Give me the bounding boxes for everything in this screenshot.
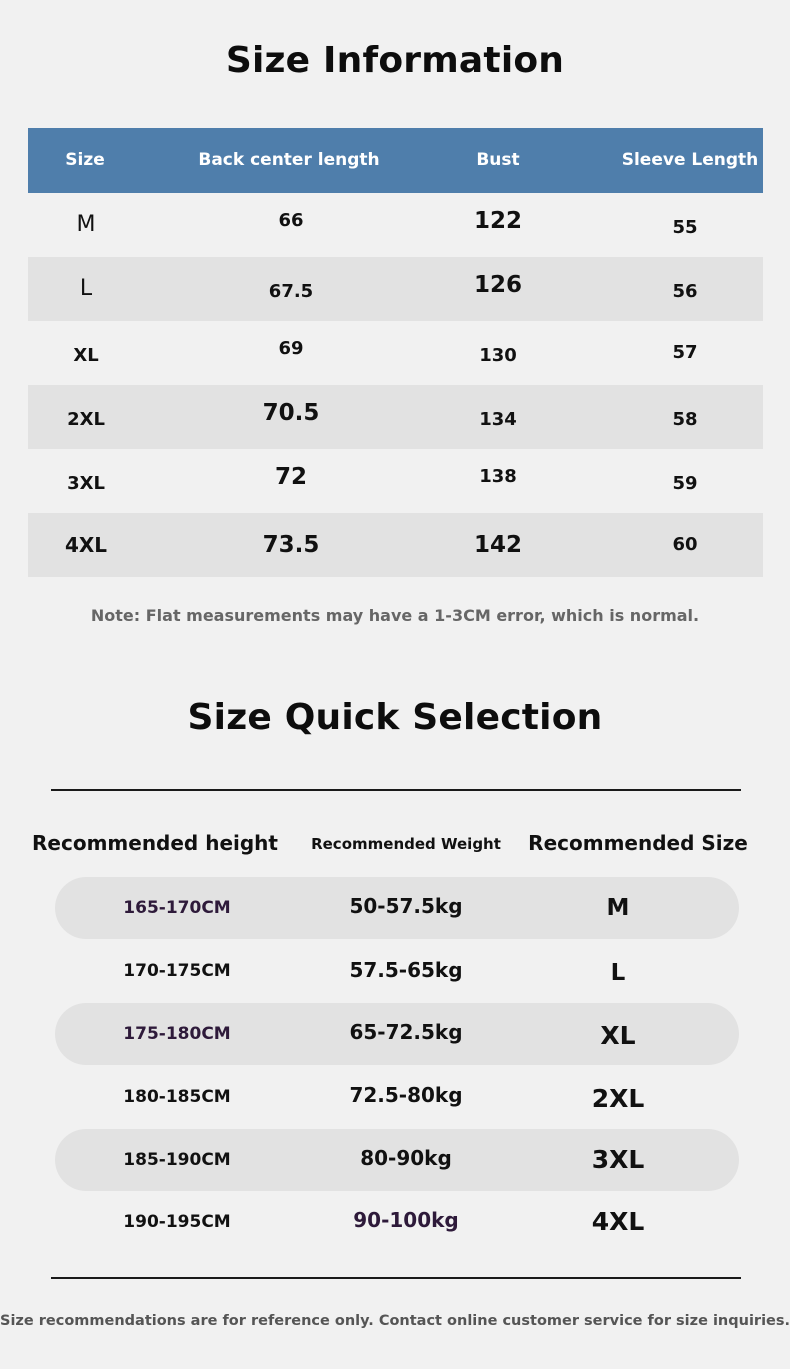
table-row: [28, 321, 763, 385]
list-item: [55, 877, 739, 939]
list-item: [55, 1191, 739, 1253]
recommended-size: L: [610, 960, 626, 986]
table-header: [28, 128, 763, 193]
table-row: [28, 193, 763, 257]
size-quick-selection-title: Size Quick Selection: [187, 697, 603, 738]
recommended-weight: 90-100kg: [353, 1208, 459, 1232]
bottom-divider: [51, 1277, 741, 1279]
recommended-height: 180-185CM: [123, 1087, 231, 1107]
recommended-height: 185-190CM: [123, 1150, 231, 1170]
cell-bust: 122: [473, 208, 523, 234]
size-information-title: Size Information: [225, 40, 565, 81]
cell-bust: 138: [479, 466, 517, 487]
list-item: [55, 1003, 739, 1065]
cell-bust: 126: [473, 272, 523, 298]
header-bust: Bust: [476, 150, 520, 170]
recommended-size: 2XL: [591, 1084, 645, 1113]
list-item: [55, 1129, 739, 1191]
cell-sleeve-length: 58: [672, 409, 698, 430]
cell-sleeve-length: 55: [672, 217, 698, 238]
cell-back-length: 67.5: [268, 281, 314, 302]
recommended-weight: 57.5-65kg: [349, 958, 463, 982]
recommended-size: 4XL: [591, 1207, 645, 1236]
header-recommended-height: Recommended height: [32, 831, 278, 855]
list-item: [55, 940, 739, 1002]
list-item: [55, 1066, 739, 1128]
measurement-note: Note: Flat measurements may have a 1-3CM error, which is normal.: [90, 606, 700, 625]
cell-size: XL: [73, 345, 99, 366]
top-divider: [51, 789, 741, 791]
cell-back-length: 69: [278, 338, 304, 359]
header-sleeve-length: Sleeve Length: [621, 150, 759, 170]
header-back-center-length: Back center length: [198, 150, 380, 170]
cell-size: L: [79, 276, 93, 301]
cell-bust: 142: [473, 532, 523, 558]
cell-back-length: 70.5: [262, 400, 320, 426]
cell-sleeve-length: 57: [672, 342, 698, 363]
header-size: Size: [65, 150, 105, 170]
cell-size: 3XL: [67, 473, 105, 494]
recommended-height: 190-195CM: [123, 1212, 231, 1232]
table-row: [28, 257, 763, 321]
cell-back-length: 66: [278, 210, 304, 231]
cell-size: 4XL: [64, 533, 108, 557]
cell-back-length: 73.5: [262, 532, 320, 558]
cell-size: 2XL: [67, 409, 105, 430]
size-information-table: [28, 128, 763, 577]
recommended-height: 175-180CM: [123, 1024, 231, 1044]
recommended-size: XL: [600, 1021, 636, 1050]
recommended-height: 165-170CM: [123, 898, 231, 918]
cell-sleeve-length: 59: [672, 473, 698, 494]
recommended-weight: 80-90kg: [360, 1146, 452, 1170]
table-row: [28, 449, 763, 513]
table-row: [28, 385, 763, 449]
header-recommended-weight: Recommended Weight: [311, 835, 501, 853]
reference-footer-note: Size recommendations are for reference only. Contact online customer service for size inquiries.: [0, 1313, 790, 1329]
cell-sleeve-length: 56: [672, 281, 698, 302]
cell-size: M: [76, 212, 96, 237]
cell-bust: 134: [479, 409, 517, 430]
recommended-weight: 72.5-80kg: [349, 1083, 463, 1107]
cell-back-length: 72: [274, 464, 308, 490]
header-recommended-size: Recommended Size: [528, 831, 748, 855]
recommended-size: M: [606, 895, 630, 921]
recommended-weight: 50-57.5kg: [349, 894, 463, 918]
table-row: [28, 513, 763, 577]
recommended-height: 170-175CM: [123, 961, 231, 981]
recommended-size: 3XL: [591, 1145, 645, 1174]
cell-bust: 130: [479, 345, 517, 366]
recommended-weight: 65-72.5kg: [349, 1020, 463, 1044]
cell-sleeve-length: 60: [672, 534, 698, 555]
